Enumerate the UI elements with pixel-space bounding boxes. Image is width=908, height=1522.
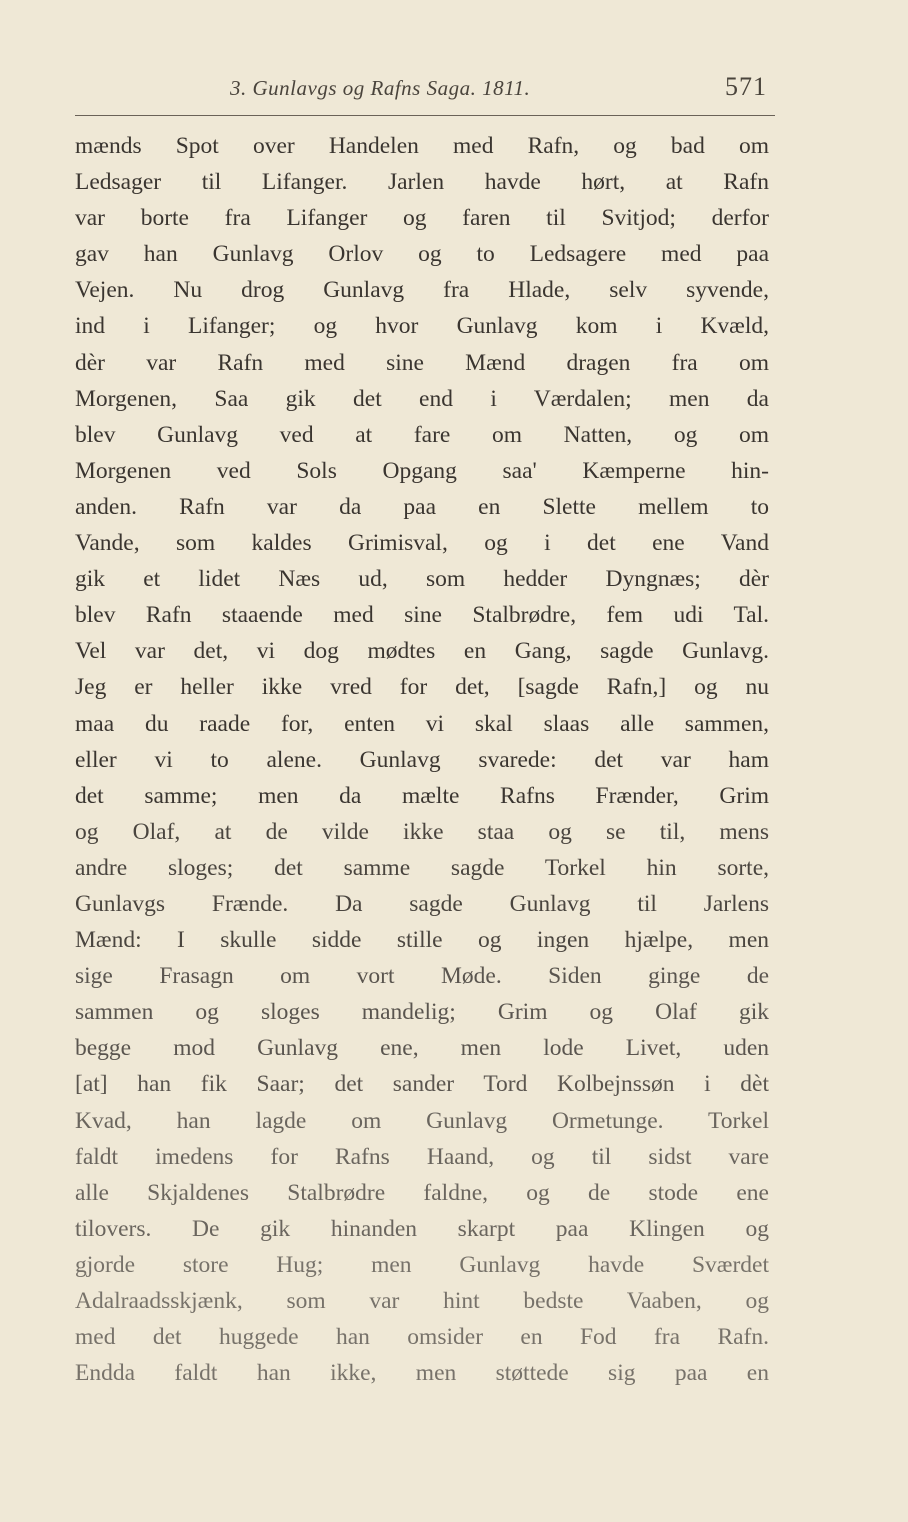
text-line: mænds Spot over Handelen med Rafn, og bad om [75,133,769,159]
text-line: Endda faldt han ikke, men støttede sig paa en [75,1360,769,1387]
text-line: tilovers. De gik hinanden skarpt paa Klingen og [75,1215,769,1242]
text-line: Morgenen ved Sols Opgang saa' Kæmperne hin- [75,457,769,484]
text-line: Jeg er heller ikke vred for det, [sagde Rafn,] og nu [75,674,769,701]
text-line: det samme; men da mælte Rafns Frænder, Grim [75,782,769,809]
text-line: blev Rafn staaende med sine Stalbrødre, fem udi Tal. [75,602,769,629]
text-line: Mænd: I skulle sidde stille og ingen hjælpe, men [75,927,769,954]
text-line: alle Skjaldenes Stalbrødre faldne, og de stode ene [75,1179,769,1206]
text-line: var borte fra Lifanger og faren til Svitjod; derfor [75,205,769,232]
text-line: Vande, som kaldes Grimisval, og i det ene Vand [75,530,769,557]
text-line: maa du raade for, enten vi skal slaas alle sammen, [75,710,769,737]
text-line: [at] han fik Saar; det sander Tord Kolbejnssøn i dèt [75,1071,769,1098]
page-number: 571 [725,72,767,101]
text-line: Ledsager til Lifanger. Jarlen havde hørt, at Rafn [75,169,769,196]
text-line: eller vi to alene. Gunlavg svarede: det var ham [75,746,769,773]
header-rule [75,115,775,116]
text-line: og Olaf, at de vilde ikke staa og se til, mens [75,818,769,845]
text-line: Kvad, han lagde om Gunlavg Ormetunge. Torkel [75,1107,769,1134]
running-title: 3. Gunlavgs og Rafns Saga. 1811. [230,76,531,100]
text-line: begge mod Gunlavg ene, men lode Livet, uden [75,1035,769,1062]
text-line: gjorde store Hug; men Gunlavg havde Sværdet [75,1251,769,1278]
text-line: dèr var Rafn med sine Mænd dragen fra om [75,349,769,376]
text-line: ind i Lifanger; og hvor Gunlavg kom i Kvæld, [75,313,769,340]
text-line: faldt imedens for Rafns Haand, og til sidst vare [75,1143,769,1170]
text-line: Adalraadsskjænk, som var hint bedste Vaaben, og [75,1288,769,1314]
body-text [75,128,769,1391]
text-line: sammen og sloges mandelig; Grim og Olaf gik [75,999,769,1026]
text-line: Morgenen, Saa gik det end i Værdalen; men da [75,385,769,412]
text-line: anden. Rafn var da paa en Slette mellem to [75,493,769,520]
text-line: gav han Gunlavg Orlov og to Ledsagere med paa [75,241,769,268]
text-line: Vel var det, vi dog mødtes en Gang, sagde Gunlavg. [75,638,769,665]
running-header [75,72,775,108]
text-line: blev Gunlavg ved at fare om Natten, og om [75,421,769,448]
text-line: Vejen. Nu drog Gunlavg fra Hlade, selv syvende, [75,277,769,304]
text-line: med det huggede han omsider en Fod fra Rafn. [75,1324,769,1351]
text-line: andre sloges; det samme sagde Torkel hin sorte, [75,854,769,881]
text-line: gik et lidet Næs ud, som hedder Dyngnæs; dèr [75,566,769,593]
text-line: sige Frasagn om vort Møde. Siden ginge de [75,963,769,990]
text-line: Gunlavgs Frænde. Da sagde Gunlavg til Jarlens [75,890,769,917]
